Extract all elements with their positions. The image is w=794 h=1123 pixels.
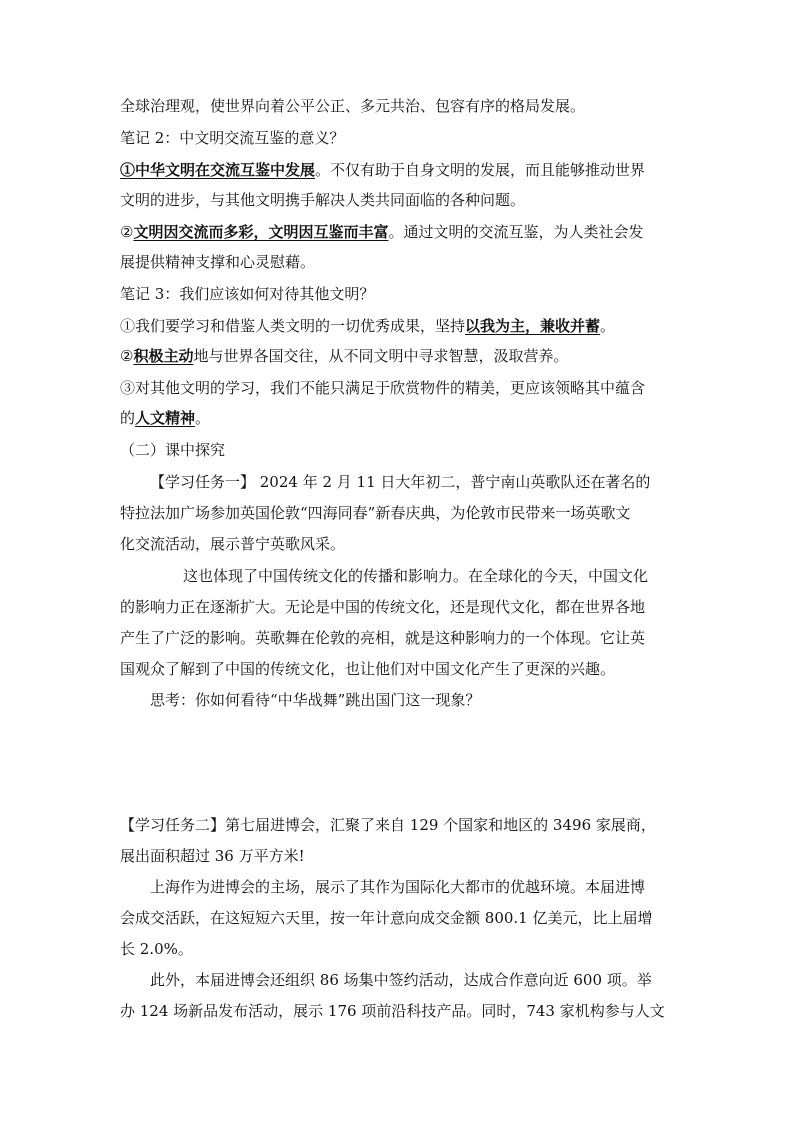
paragraph-line: ②积极主动地与世界各国交往，从不同文明中寻求智慧，汲取营养。 [120, 347, 569, 365]
key-point-underlined: 以我为主，兼收并蓄 [465, 317, 601, 335]
question-line: 思考：你如何看待“中华战舞”跳出国门这一现象？ [150, 691, 481, 709]
paragraph-line: 化交流活动，展示普宁英歌风采。 [120, 535, 346, 553]
paragraph-line: 会成交活跃，在这短短六天里，按一年计意向成交金额 800.1 亿美元，比上届增 [120, 909, 653, 927]
paragraph-line: 国观众了解到了中国的传统文化，也让他们对中国文化产生了更深的兴趣。 [120, 660, 616, 678]
paragraph-line: 这也体现了中国传统文化的传播和影响力。在全球化的今天，中国文化 [183, 567, 649, 585]
paragraph-line: 【学习任务一】 2024 年 2 月 11 日大年初二，普宁南山英歌队还在著名的 [150, 473, 651, 491]
key-point-underlined: 积极主动 [133, 347, 194, 365]
key-point-underlined: ①中华文明在交流互鉴中发展 [120, 161, 316, 179]
paragraph-line: 办 124 场新品发布活动，展示 176 项前沿科技产品。同时，743 家机构参与人文 [120, 1002, 665, 1020]
paragraph-line: 的影响力正在逐渐扩大。无论是中国的传统文化，还是现代文化，都在世界各地 [120, 598, 646, 616]
paragraph-line: ②文明因交流而多彩，文明因互鉴而丰富。通过文明的交流互鉴，为人类社会发 [120, 223, 644, 241]
paragraph-line: 【学习任务二】第七届进博会，汇聚了来自 129 个国家和地区的 3496 家展商， [120, 816, 656, 834]
section-heading: （二）课中探究 [120, 441, 226, 459]
paragraph-line: ①中华文明在交流互鉴中发展。不仅有助于自身文明的发展，而且能够推动世界 [120, 161, 646, 179]
note-heading: 笔记 3：我们应该如何对待其他文明？ [120, 285, 375, 303]
paragraph-line: 文明的进步，与其他文明携手解决人类共同面临的各种问题。 [120, 191, 526, 209]
paragraph-line: 产生了广泛的影响。英歌舞在伦敦的亮相，就是这种影响力的一个体现。它让英 [120, 629, 646, 647]
paragraph-line: 上海作为进博会的主场，展示了其作为国际化大都市的优越环境。本届进博 [150, 878, 646, 896]
paragraph-line: 全球治理观，使世界向着公平公正、多元共治、包容有序的格局发展。 [120, 97, 586, 115]
paragraph-line: ①我们要学习和借鉴人类文明的一切优秀成果，坚持以我为主，兼收并蓄。 [120, 317, 616, 335]
paragraph-line: 此外，本届进博会还组织 86 场集中签约活动，达成合作意向近 600 项。举 [150, 971, 652, 989]
key-point-underlined: 人文精神 [135, 409, 196, 427]
paragraph-line: 展提供精神支撑和心灵慰藉。 [120, 253, 316, 271]
note-heading: 笔记 2：中文明交流互鉴的意义？ [120, 129, 345, 147]
paragraph-line: 长 2.0%。 [120, 940, 193, 958]
paragraph-line: 展出面积超过 36 万平方米! [120, 847, 305, 865]
paragraph-line: 的人文精神。 [120, 409, 211, 427]
paragraph-line: ③对其他文明的学习，我们不能只满足于欣赏物件的精美，更应该领略其中蕴含 [120, 379, 646, 397]
key-point-underlined: 文明因交流而多彩，文明因互鉴而丰富 [133, 223, 389, 241]
paragraph-line: 特拉法加广场参加英国伦敦“四海同春”新春庆典，为伦敦市民带来一场英歌文 [120, 504, 631, 522]
